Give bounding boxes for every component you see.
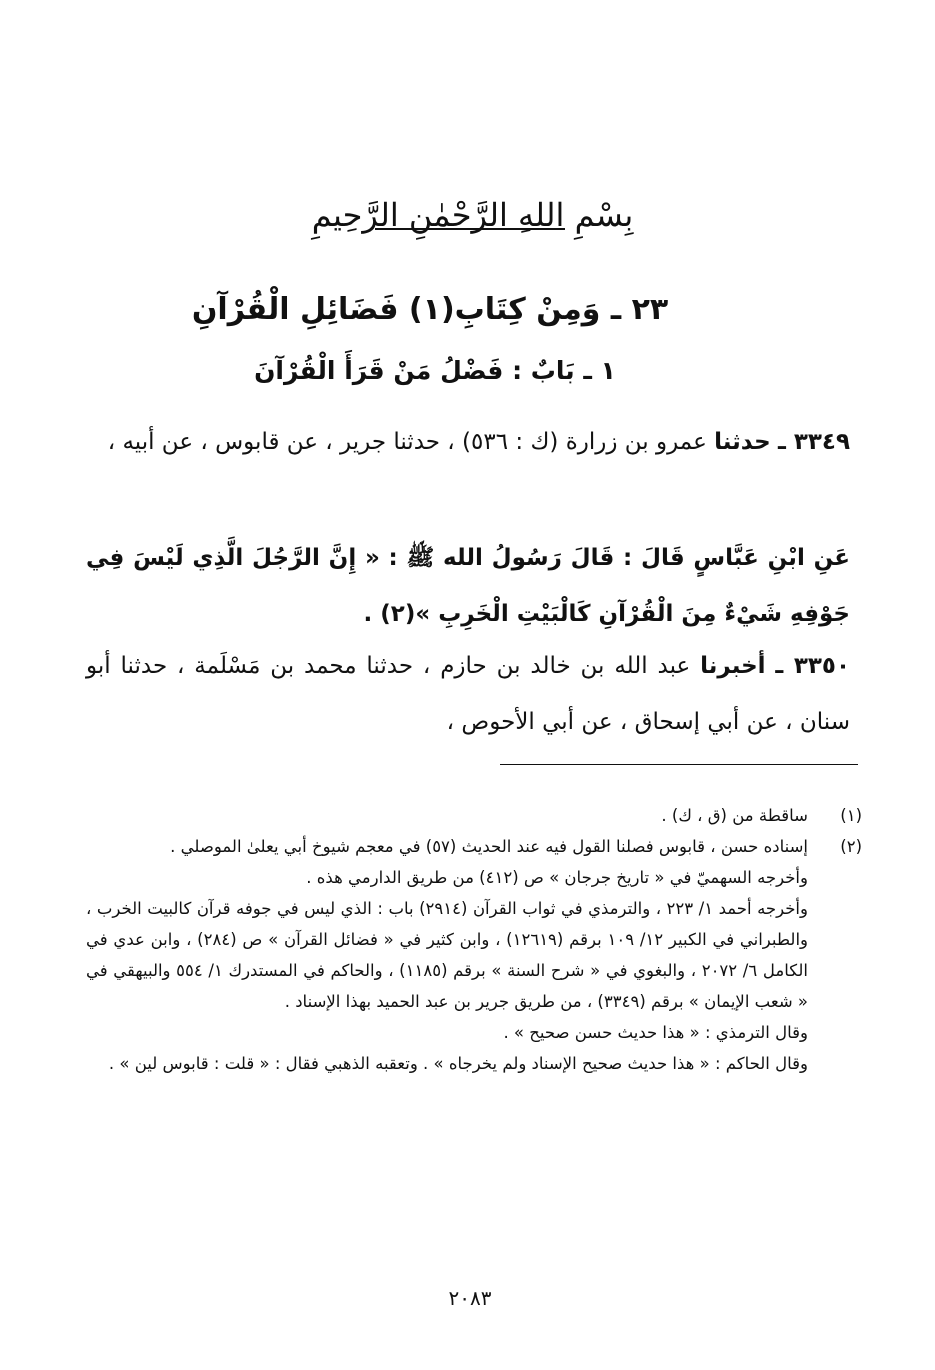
footnote-number: (٢) [840,837,862,856]
book-title: ٢٣ ـ وَمِنْ كِتَابِ(١) فَضَائِلِ الْقُرْآنِ [191,292,669,327]
footnote-divider [500,764,858,765]
hadith-isnad: عبد الله بن خالد بن حازم ، حدثنا محمد بن مَسْلَمة ، حدثنا أبو سنان ، عن أبي إسحاق ، عن أبي الأحوص ، [86,653,850,735]
hadith-number: ٣٣٥٠ ـ [775,653,850,679]
hadith-3350 [86,638,850,750]
chapter-title: ١ ـ بَابٌ : فَضْلُ مَنْ قَرَأَ الْقُرْآنَ [254,356,616,385]
footnote-2-line: وقال الترمذي : « هذا حديث حسن صحيح » . [503,1023,808,1042]
footnote-1 [86,800,862,831]
hadith-3349-matn [86,530,850,642]
hadith-matn: عَنِ ابْنِ عَبَّاسٍ قَالَ : قَالَ رَسُولُ الله ﷺ : « إِنَّ الرَّجُلَ الَّذِي لَيْسَ فِي جَوْفِهِ شَيْءٌ مِنَ الْقُرْآنِ كَالْبَيْتِ الْخَرِبِ »(٢) . [86,545,850,627]
footnote-2-line: وأخرجه أحمد ١/ ٢٢٣ ، والترمذي في ثواب القرآن (٢٩١٤) باب : الذي ليس في جوفه قرآن كالبيت الخرب ، والطبراني في الكبير ١٢/ ١٠٩ برقم (١٢٦١٩) ، وابن كثير في « فضائل القرآن » ص (٢٨٤) ، وابن عدي في الكامل ٦/ ٢٠٧٢ ، والبغوي في « شرح السنة » برقم (١١٨٥) ، والحاكم في المستدرك ١/ ٥٥٤ والبيهقي في « شعب الإيمان » برقم (٣٣٤٩) ، من طريق جرير بن عبد الحميد بهذا الإسناد . [86,899,809,1011]
footnote-2-line: وقال الحاكم : « هذا حديث صحيح الإسناد ولم يخرجاه » . وتعقبه الذهبي فقال : « قلت : قابوس لين » . [108,1054,808,1073]
footnote-2-line: وأخرجه السهميّ في « تاريخ جرجان » ص (٤١٢) من طريق الدارمي هذه . [306,868,808,887]
hadith-isnad: عمرو بن زرارة (ك : ٥٣٦) ، حدثنا جرير ، عن قابوس ، عن أبيه ، [107,429,707,455]
hadith-lead: أخبرنا [700,653,766,679]
footnote-text: ساقطة من (ق ، ك) . [661,806,808,825]
hadith-lead: حدثنا [714,429,771,455]
footnote-text: إسناده حسن ، قابوس فصلنا القول فيه عند الحديث (٥٧) في معجم شيوخ أبي يعلىٰ الموصلي . [170,837,808,856]
hadith-3349 [86,414,850,470]
footnotes [86,800,862,1079]
page-number: ٢٠٨٣ [448,1286,492,1310]
hadith-number: ٣٣٤٩ ـ [777,429,850,455]
basmala-calligraphy [300,182,645,248]
footnote-number: (١) [840,806,862,825]
basmala-stroke [375,228,565,230]
footnote-2 [86,831,862,862]
basmala-text: بِسْمِ اللهِ الرَّحْمٰنِ الرَّحِيمِ [311,196,634,234]
